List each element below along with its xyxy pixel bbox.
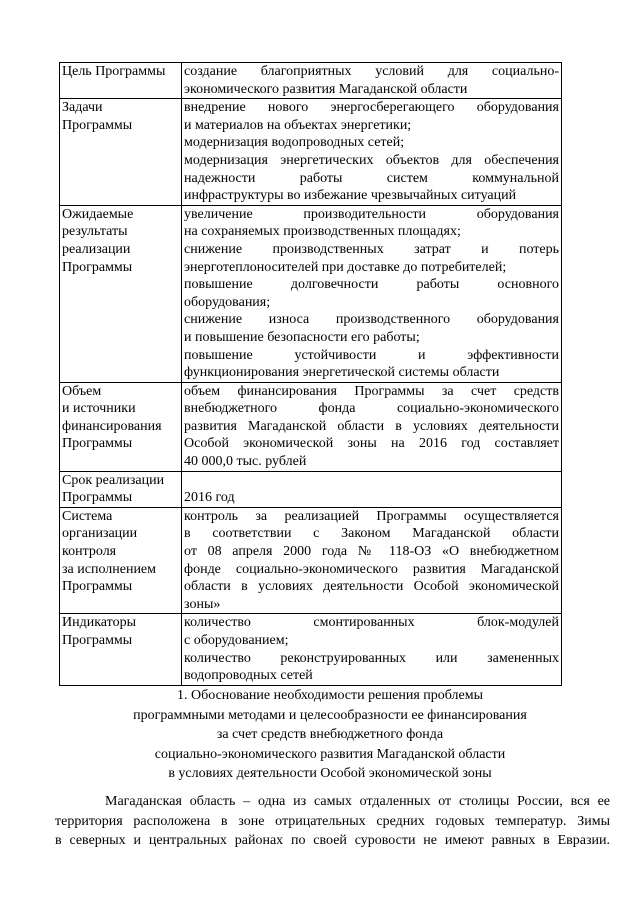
value-line: контроль за реализацией Программы осуществляется	[184, 508, 559, 524]
value-line: оборудования;	[184, 294, 271, 310]
value-line: повышение долговечности работы основного	[184, 277, 559, 293]
row-label-line: реализации	[62, 241, 131, 257]
value-item	[184, 276, 559, 311]
value-item	[184, 152, 559, 205]
paragraph-line: Магаданская область – одна из самых отдаленных от столицы России, вся ее	[105, 794, 610, 809]
value-item	[184, 134, 559, 152]
intro-paragraph	[55, 792, 610, 851]
row-value-cell	[182, 205, 562, 382]
value-line: увеличение производительности оборудования	[184, 206, 559, 222]
value-item	[184, 311, 559, 346]
row-label-line: Задачи	[62, 100, 103, 116]
value-item	[184, 347, 559, 382]
row-label-line: Система	[62, 508, 113, 524]
row-label-line: Индикаторы	[62, 615, 136, 631]
row-label-line: организации	[62, 526, 138, 542]
value-line: развития Магаданской области в условиях деятельности	[184, 418, 559, 434]
row-label-cell	[60, 382, 182, 471]
table-row	[60, 99, 562, 206]
table-row	[60, 507, 562, 614]
value-line: внедрение нового энергосберегающего оборудования	[184, 100, 559, 116]
paragraph-line: территория расположена в зоне отрицательных средних годовых температур. Зимы	[55, 813, 610, 829]
row-label-line: финансирования	[62, 418, 162, 434]
value-item	[184, 508, 559, 614]
row-label-line: Программы	[62, 436, 133, 452]
row-label-line: Программы	[62, 579, 133, 595]
row-label-cell	[60, 99, 182, 206]
value-line: 2016 год	[184, 490, 235, 506]
row-label-line: Объем	[62, 383, 102, 399]
row-label-line: и источники	[62, 401, 136, 417]
value-item	[184, 99, 559, 134]
value-line: снижение износа производственного оборудования	[184, 312, 559, 328]
program-passport-table	[59, 62, 562, 686]
section-heading-line: за счет средств внебюджетного фонда	[216, 727, 444, 742]
table-row	[60, 382, 562, 471]
value-line: повышение устойчивости и эффективности	[184, 347, 559, 363]
table-row	[60, 205, 562, 382]
row-label-line: Программы	[62, 490, 133, 506]
row-label-line: Программы	[62, 633, 133, 648]
value-line: области в условиях деятельности Особой экономической	[184, 579, 559, 595]
value-line: Особой экономической зоны на 2016 год составляет	[184, 436, 559, 452]
paragraph-line: в северных и центральных районах по своей суровости не имеют равных в Евразии.	[55, 833, 610, 848]
value-line: объем финансирования Программы за счет средств	[184, 383, 559, 399]
section-heading-line: программными методами и целесообразности ее финансирования	[133, 707, 527, 723]
value-line: фонде социально-экономического развития Магаданской	[184, 561, 559, 577]
value-line: зоны»	[184, 596, 221, 612]
value-line: создание благоприятных условий для социально-	[184, 64, 559, 79]
row-value-cell	[182, 471, 562, 507]
value-line: модернизация энергетических объектов для обеспечения	[184, 152, 559, 168]
value-line: энерготеплоносителей при доставке до потребителей;	[184, 259, 507, 275]
row-label-line: за исполнением	[62, 561, 157, 577]
row-label-line: Ожидаемые	[62, 206, 134, 222]
value-item	[184, 241, 559, 276]
value-line: водопроводных сетей	[184, 668, 313, 684]
value-item	[184, 614, 559, 649]
value-line: на сохраняемых производственных площадях;	[184, 224, 461, 240]
row-label-line: результаты	[62, 224, 128, 240]
value-item	[184, 206, 559, 241]
section-heading-line: в условиях деятельности Особой экономической зоны	[168, 766, 492, 781]
section-heading	[60, 686, 600, 784]
value-line: в соответствии с Законом Магаданской области	[184, 526, 559, 542]
value-line: от 08 апреля 2000 года № 118-ОЗ «О внебюджетном	[184, 544, 559, 560]
value-line: и повышение безопасности его работы;	[184, 329, 420, 345]
value-line: внебюджетного фонда социально-экономического	[184, 401, 559, 417]
row-label-cell	[60, 471, 182, 507]
row-label-line: контроля	[62, 544, 117, 560]
row-label-cell	[60, 63, 182, 99]
value-line: экономического развития Магаданской области	[184, 81, 468, 97]
table-row	[60, 614, 562, 685]
passport-table-body	[60, 63, 562, 686]
section-heading-line: социально-экономического развития Магаданской области	[154, 746, 506, 762]
section-heading-line: 1. Обоснование необходимости решения проблемы	[177, 688, 483, 703]
table-row	[60, 471, 562, 507]
value-line: инфраструктуры во избежание чрезвычайных ситуаций	[184, 188, 517, 204]
row-label-line: Программы	[62, 259, 133, 275]
value-line: снижение производственных затрат и потерь	[184, 241, 559, 257]
value-item	[184, 650, 559, 685]
value-line: надежности работы систем коммунальной	[184, 170, 559, 186]
row-value-cell	[182, 63, 562, 99]
value-line: количество реконструированных или замененных	[184, 650, 559, 666]
value-item	[184, 383, 559, 471]
row-value-cell	[182, 614, 562, 685]
value-line	[184, 472, 559, 490]
row-value-cell	[182, 507, 562, 614]
value-line: 40 000,0 тыс. рублей	[184, 454, 307, 470]
row-value-cell	[182, 99, 562, 206]
row-label-line: Срок реализации	[62, 472, 165, 488]
value-item	[184, 63, 559, 98]
value-line: функционирования энергетической системы области	[184, 365, 500, 381]
row-value-cell	[182, 382, 562, 471]
row-label-line: Цель Программы	[62, 64, 166, 79]
row-label-cell	[60, 205, 182, 382]
row-label-line: Программы	[62, 117, 133, 133]
row-label-cell	[60, 614, 182, 685]
value-line: количество смонтированных блок-модулей	[184, 615, 559, 631]
value-line: модернизация водопроводных сетей;	[184, 135, 405, 151]
row-label-cell	[60, 507, 182, 614]
value-line: с оборудованием;	[184, 633, 289, 648]
table-row	[60, 63, 562, 99]
value-line: и материалов на объектах энергетики;	[184, 117, 412, 133]
value-item	[184, 472, 559, 507]
